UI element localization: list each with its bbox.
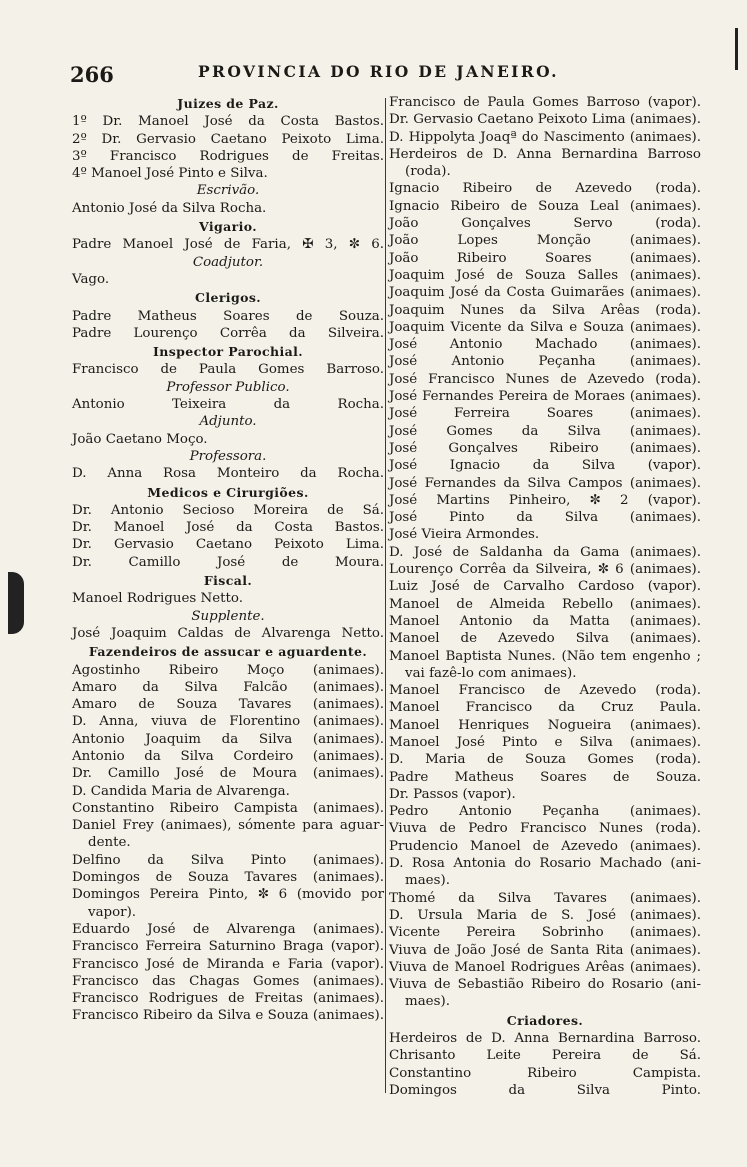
entry-line: Daniel Frey (animaes), sómente para aguar- <box>72 818 384 834</box>
entry-line: José Martins Pinheiro, ✼ 2 (vapor). <box>389 492 701 508</box>
entry-line: José Gonçalves Ribeiro (animaes). <box>389 440 701 456</box>
role-subheading: Supplente. <box>191 608 265 624</box>
entry-line: D. Anna Rosa Monteiro da Rocha. <box>72 466 384 482</box>
running-title: PROVINCIA DO RIO DE JANEIRO. <box>198 62 559 81</box>
entry-line: Vago. <box>72 271 110 287</box>
entry-line: João Lopes Monção (animaes). <box>389 233 701 249</box>
entry-line: D. Anna, viuva de Florentino (animaes). <box>72 714 384 730</box>
entry-line: Francisco Ferreira Saturnino Braga (vapor). <box>72 939 384 955</box>
entry-continuation: (roda). <box>405 164 451 180</box>
entry-line: Antonio Joaquim da Silva (animaes). <box>72 731 384 747</box>
entry-line: 3º Francisco Rodrigues de Freitas. <box>72 148 384 164</box>
entry-line: Francisco José de Miranda e Faria (vapor). <box>72 956 384 972</box>
margin-mark <box>735 28 738 70</box>
entry-continuation: vapor). <box>88 904 137 920</box>
entry-line: Dr. Camillo José de Moura (animaes). <box>72 766 384 782</box>
section-heading: Juizes de Paz. <box>177 96 279 111</box>
entry-line: Viuva de Pedro Francisco Nunes (roda). <box>389 821 701 837</box>
entry-line: Pedro Antonio Peçanha (animaes). <box>389 804 701 820</box>
entry-line: João Caetano Moço. <box>72 431 208 447</box>
entry-line: Ignacio Ribeiro de Azevedo (roda). <box>389 181 701 197</box>
entry-line: 1º Dr. Manoel José da Costa Bastos. <box>72 114 384 130</box>
entry-line: D. Hippolyta Joaqª do Nascimento (animaes). <box>389 129 701 145</box>
entry-line: Domingos de Souza Tavares (animaes). <box>72 870 384 886</box>
entry-line: Lourenço Corrêa da Silveira, ✼ 6 (animaes). <box>389 562 701 578</box>
entry-line: D. Candida Maria de Alvarenga. <box>72 783 290 799</box>
entry-line: D. Maria de Souza Gomes (roda). <box>389 752 701 768</box>
entry-line: Prudencio Manoel de Azevedo (animaes). <box>389 838 701 854</box>
column-divider <box>385 98 386 1093</box>
section-heading: Clerigos. <box>194 290 262 306</box>
role-subheading: Escrivão. <box>196 183 260 199</box>
entry-line: Antonio da Silva Cordeiro (animaes). <box>72 748 384 764</box>
section-heading: Fazendeiros de assucar e aguardente. <box>88 644 368 660</box>
entry-line: Francisco de Paula Gomes Barroso. <box>72 362 384 378</box>
entry-line: Constantino Ribeiro Campista. <box>389 1065 701 1081</box>
entry-line: Manoel Francisco de Azevedo (roda). <box>389 683 701 699</box>
entry-line: Delfino da Silva Pinto (animaes). <box>72 852 384 868</box>
entry-continuation: maes). <box>405 873 450 889</box>
entry-line: Amaro da Silva Falcão (animaes). <box>72 679 384 695</box>
entry-line: José Joaquim Caldas de Alvarenga Netto. <box>72 625 384 641</box>
entry-line: Francisco Rodrigues de Freitas (animaes). <box>72 991 384 1007</box>
entry-line: Padre Lourenço Corrêa da Silveira. <box>72 325 384 341</box>
entry-line: Domingos Pereira Pinto, ✼ 6 (movido por <box>72 887 384 903</box>
entry-line: Vicente Pereira Sobrinho (animaes). <box>389 925 701 941</box>
entry-line: Domingos da Silva Pinto. <box>389 1082 701 1098</box>
entry-line: João Ribeiro Soares (animaes). <box>389 250 701 266</box>
entry-line: Viuva de Sebastião Ribeiro do Rosario (ani- <box>389 977 701 993</box>
binding-edge-mark <box>8 572 24 634</box>
entry-line: Joaquim Vicente da Silva e Souza (animaes). <box>389 319 701 335</box>
entry-line: José Pinto da Silva (animaes). <box>389 510 701 526</box>
entry-line: Padre Matheus Soares de Souza. <box>389 769 701 785</box>
entry-line: José Fernandes da Silva Campos (animaes). <box>389 475 701 491</box>
entry-line: Dr. Camillo José de Moura. <box>72 554 384 570</box>
entry-line: Viuva de João José de Santa Rita (animaes). <box>389 942 701 958</box>
entry-line: Thomé da Silva Tavares (animaes). <box>389 890 701 906</box>
role-subheading: Professor Publico. <box>166 379 290 395</box>
section-heading: Vigario. <box>198 219 258 235</box>
entry-line: José Francisco Nunes de Azevedo (roda). <box>389 371 701 387</box>
entry-line: Francisco Ribeiro da Silva e Souza (animaes). <box>72 1008 384 1024</box>
entry-line: Joaquim José da Costa Guimarães (animaes). <box>389 285 701 301</box>
entry-line: José Fernandes Pereira de Moraes (animaes). <box>389 389 701 405</box>
entry-line: José Ferreira Soares (animaes). <box>389 406 701 422</box>
role-subheading: Adjunto. <box>199 414 257 430</box>
entry-line: Dr. Gervasio Caetano Peixoto Lima (animaes). <box>389 112 701 128</box>
entry-line: Dr. Passos (vapor). <box>389 786 516 802</box>
entry-line: José Antonio Machado (animaes). <box>389 337 701 353</box>
entry-line: Agostinho Ribeiro Moço (animaes). <box>72 662 384 678</box>
entry-continuation: dente. <box>88 835 131 851</box>
entry-line: Herdeiros de D. Anna Bernardina Barroso. <box>389 1031 701 1047</box>
entry-line: Dr. Antonio Secioso Moreira de Sá. <box>72 502 384 518</box>
entry-line: 2º Dr. Gervasio Caetano Peixoto Lima. <box>72 131 384 147</box>
entry-line: Antonio Teixeira da Rocha. <box>72 397 384 413</box>
entry-line: Dr. Gervasio Caetano Peixoto Lima. <box>72 537 384 553</box>
entry-line: Dr. Manoel José da Costa Bastos. <box>72 520 384 536</box>
section-heading: Inspector Parochial. <box>152 344 304 360</box>
entry-line: Manoel Henriques Nogueira (animaes). <box>389 717 701 733</box>
entry-line: Padre Manoel José de Faria, ✠ 3, ✼ 6. <box>72 237 384 253</box>
entry-line: Viuva de Manoel Rodrigues Arêas (animaes). <box>389 959 701 975</box>
entry-continuation: maes). <box>405 994 450 1010</box>
entry-line: Joaquim Nunes da Silva Arêas (roda). <box>389 302 701 318</box>
entry-line: D. Ursula Maria de S. José (animaes). <box>389 907 701 923</box>
section-heading: Fiscal. <box>203 573 253 589</box>
entry-line: Manoel Francisco da Cruz Paula. <box>389 700 701 716</box>
entry-line: Antonio José da Silva Rocha. <box>72 200 267 216</box>
entry-line: José Ignacio da Silva (vapor). <box>389 458 701 474</box>
entry-line: 4º Manoel José Pinto e Silva. <box>72 166 268 182</box>
entry-line: Padre Matheus Soares de Souza. <box>72 308 384 324</box>
entry-line: José Gomes da Silva (animaes). <box>389 423 701 439</box>
entry-line: Francisco das Chagas Gomes (animaes). <box>72 973 384 989</box>
entry-line: Amaro de Souza Tavares (animaes). <box>72 697 384 713</box>
entry-line: Constantino Ribeiro Campista (animaes). <box>72 800 384 816</box>
page-number: 266 <box>70 62 114 87</box>
entry-line: Francisco de Paula Gomes Barroso (vapor). <box>389 95 701 110</box>
entry-line: Manoel de Almeida Rebello (animaes). <box>389 596 701 612</box>
entry-line: José Antonio Peçanha (animaes). <box>389 354 701 370</box>
entry-continuation: vai fazê-lo com animaes). <box>405 665 577 681</box>
entry-line: Luiz José de Carvalho Cardoso (vapor). <box>389 579 701 595</box>
section-heading: Medicos e Cirurgiões. <box>147 484 309 500</box>
entry-line: Eduardo José de Alvarenga (animaes). <box>72 921 384 937</box>
entry-line: Manoel Antonio da Matta (animaes). <box>389 613 701 629</box>
section-heading: Criadores. <box>506 1012 584 1028</box>
left-column <box>72 94 384 1025</box>
entry-line: Manoel de Azevedo Silva (animaes). <box>389 631 701 647</box>
entry-line: Herdeiros de D. Anna Bernardina Barroso <box>389 146 701 162</box>
entry-line: Joaquim José de Souza Salles (animaes). <box>389 267 701 283</box>
entry-line: Manoel Rodrigues Netto. <box>72 591 243 607</box>
role-subheading: Professora. <box>189 448 267 464</box>
entry-line: Manoel José Pinto e Silva (animaes). <box>389 734 701 750</box>
entry-line: D. José de Saldanha da Gama (animaes). <box>389 544 701 560</box>
role-subheading: Coadjutor. <box>192 254 264 270</box>
right-column <box>389 94 701 1099</box>
entry-line: Chrisanto Leite Pereira de Sá. <box>389 1048 701 1064</box>
entry-line: João Gonçalves Servo (roda). <box>389 216 701 232</box>
entry-line: José Vieira Armondes. <box>389 527 540 543</box>
entry-line: Manoel Baptista Nunes. (Não tem engenho ; <box>389 648 701 664</box>
entry-line: D. Rosa Antonia do Rosario Machado (ani- <box>389 856 701 872</box>
entry-line: Ignacio Ribeiro de Souza Leal (animaes). <box>389 198 701 214</box>
